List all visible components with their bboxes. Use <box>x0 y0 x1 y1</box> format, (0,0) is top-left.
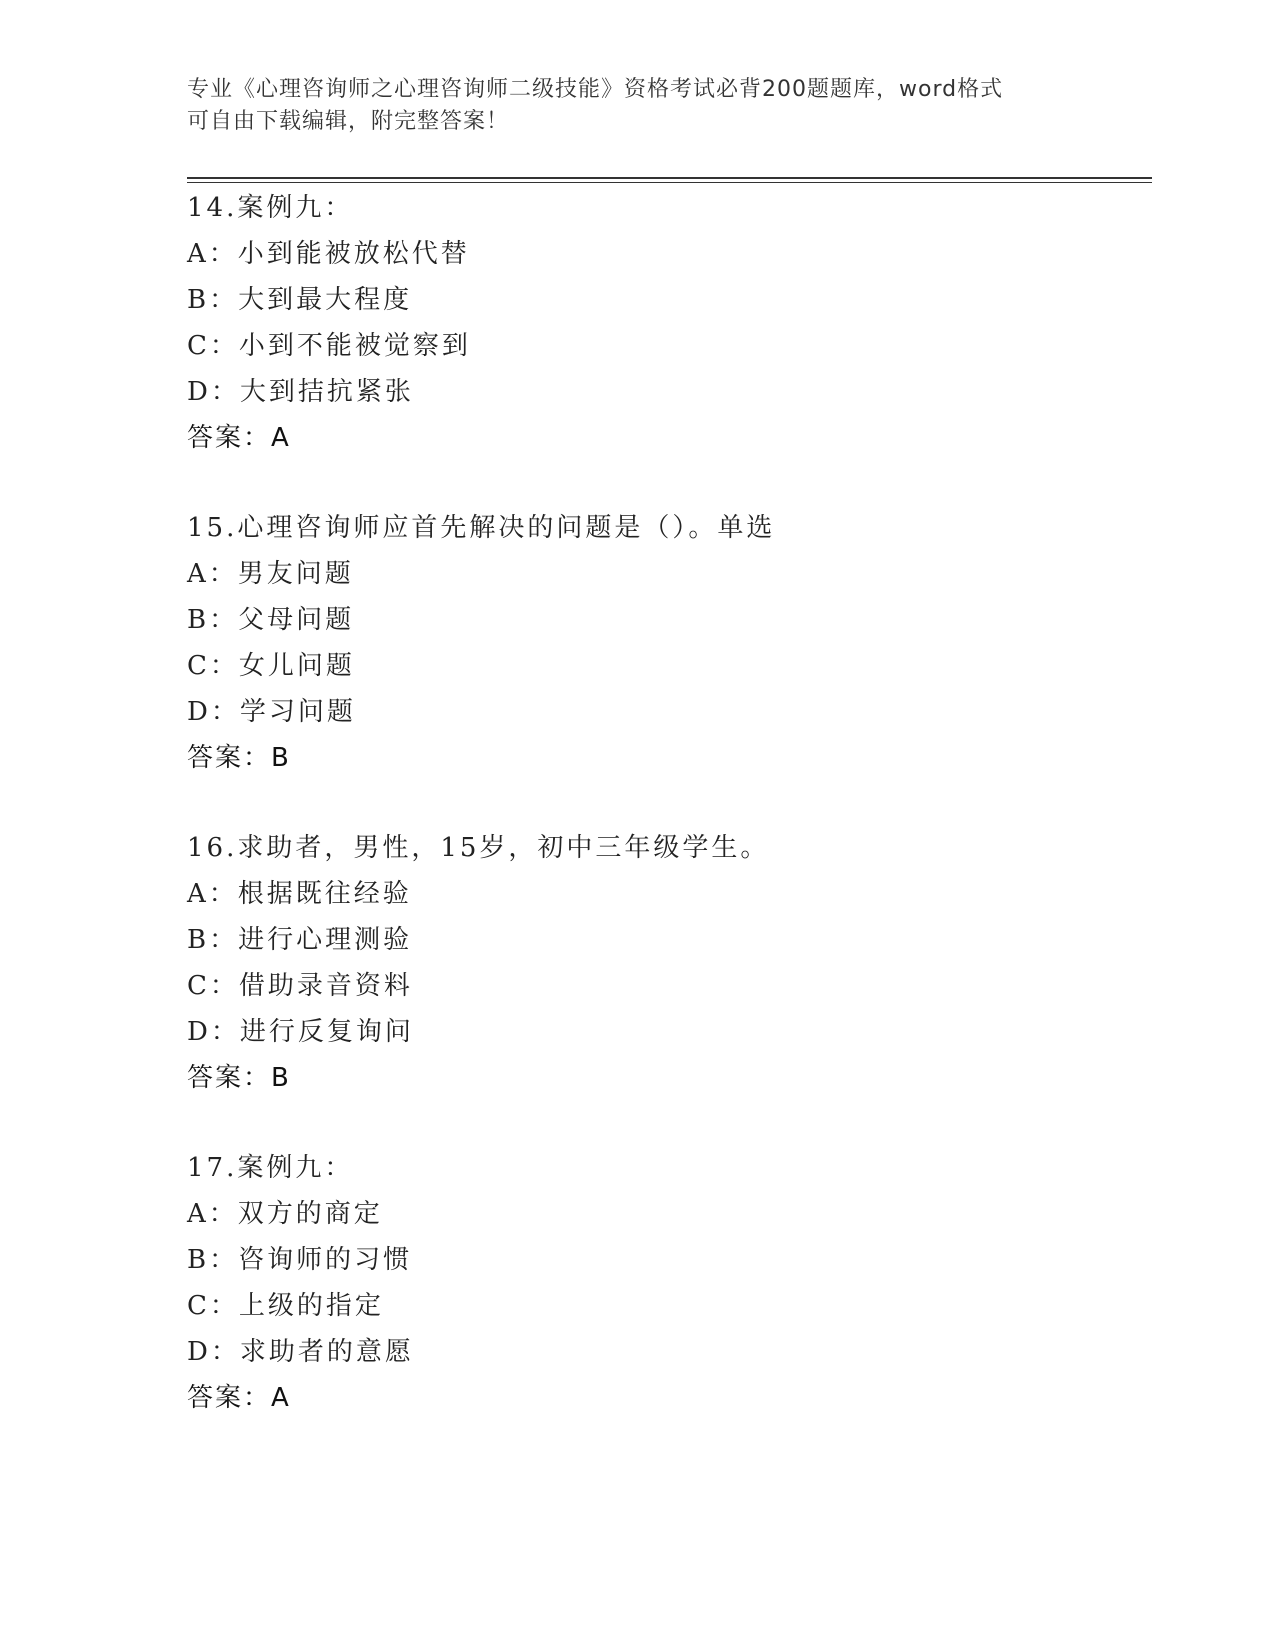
option-d: D：大到拮抗紧张 <box>187 377 414 407</box>
option-d: D：学习问题 <box>187 697 356 727</box>
document-header <box>187 74 1087 138</box>
option-b: B：大到最大程度 <box>187 285 413 315</box>
answer-line: 答案：A <box>187 423 291 453</box>
header-divider-thick <box>187 177 1152 179</box>
option-b: B：父母问题 <box>187 605 355 635</box>
question-block-16 <box>187 825 1087 1101</box>
header-line-2: 可自由下载编辑，附完整答案！ <box>187 109 510 134</box>
question-stem: 16.求助者，男性，15岁，初中三年级学生。 <box>187 833 770 863</box>
option-a: A：小到能被放松代替 <box>187 239 470 269</box>
option-d: D：求助者的意愿 <box>187 1337 414 1367</box>
option-b: B：进行心理测验 <box>187 925 413 955</box>
answer-line: 答案：A <box>187 1383 291 1413</box>
header-divider-thin <box>187 182 1152 183</box>
header-line-1: 专业《心理咨询师之心理咨询师二级技能》资格考试必背200题题库，word格式 <box>187 77 1004 102</box>
option-c: C：小到不能被觉察到 <box>187 331 471 361</box>
answer-line: 答案：B <box>187 743 291 773</box>
answer-line: 答案：B <box>187 1063 291 1093</box>
question-block-15 <box>187 505 1087 781</box>
option-c: C：女儿问题 <box>187 651 355 681</box>
option-a: A：根据既往经验 <box>187 879 412 909</box>
option-d: D：进行反复询问 <box>187 1017 414 1047</box>
option-b: B：咨询师的习惯 <box>187 1245 413 1275</box>
option-c: C：借助录音资料 <box>187 971 413 1001</box>
question-stem: 17.案例九： <box>187 1153 354 1183</box>
option-c: C：上级的指定 <box>187 1291 384 1321</box>
option-a: A：双方的商定 <box>187 1199 383 1229</box>
question-block-14 <box>187 185 1087 461</box>
question-stem: 15.心理咨询师应首先解决的问题是（）。单选 <box>187 513 776 543</box>
question-stem: 14.案例九： <box>187 193 354 223</box>
option-a: A：男友问题 <box>187 559 354 589</box>
question-block-17 <box>187 1145 1087 1421</box>
